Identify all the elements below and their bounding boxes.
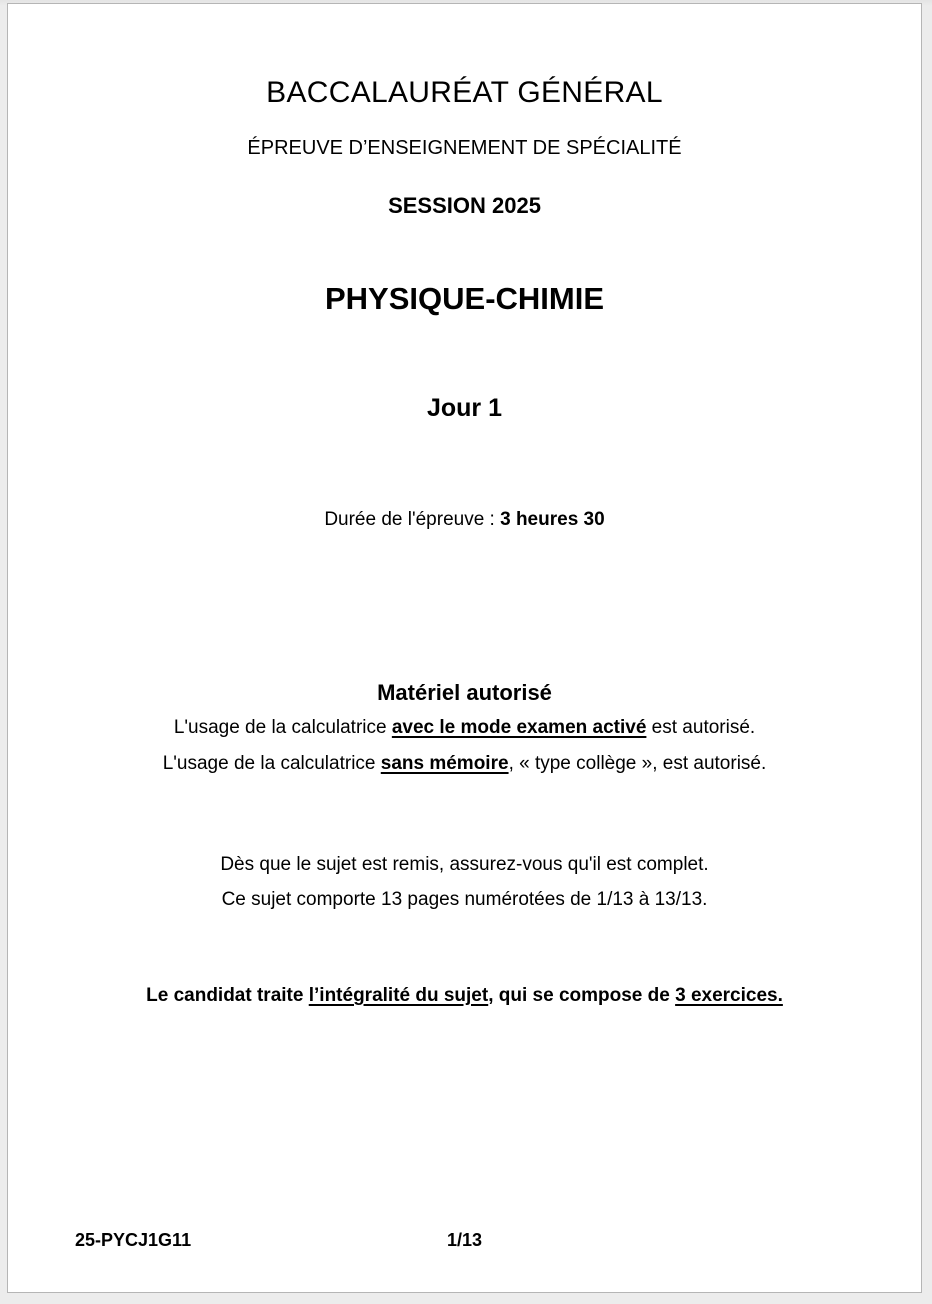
- exam-type-subtitle: ÉPREUVE D’ENSEIGNEMENT DE SPÉCIALITÉ: [247, 137, 682, 159]
- subject-reference-code: 25-PYCJ1G11: [75, 1230, 192, 1250]
- materials-heading: Matériel autorisé: [377, 680, 552, 705]
- session-label: SESSION 2025: [388, 193, 541, 218]
- exam-cover-page: [7, 3, 922, 1293]
- duration-label: Durée de l'épreuve :: [324, 509, 501, 530]
- rule2-suffix: , « type collège », est autorisé.: [508, 753, 767, 774]
- instruction-part1: Le candidat traite: [146, 985, 309, 1006]
- instruction-underline1: l’intégralité du sujet: [308, 985, 489, 1006]
- rule2-prefix: L'usage de la calculatrice: [162, 753, 381, 774]
- completeness-notice: Dès que le sujet est remis, assurez-vous qu'il est complet.: [220, 854, 709, 875]
- document-title: BACCALAURÉAT GÉNÉRAL: [266, 76, 663, 109]
- page-number: 1/13: [446, 1230, 483, 1250]
- page-count-notice: Ce sujet comporte 13 pages numérotées de 1/13 à 13/13.: [221, 889, 708, 910]
- subject-title: PHYSIQUE-CHIMIE: [324, 281, 605, 316]
- page-footer: [8, 1230, 921, 1254]
- rule2-emphasis: sans mémoire: [380, 753, 509, 774]
- instruction-part2: , qui se compose de: [488, 985, 676, 1006]
- instruction-underline2: 3 exercices.: [675, 985, 783, 1006]
- duration-line: [8, 509, 921, 531]
- candidate-instruction: [8, 985, 921, 1007]
- calculator-rule-exam-mode: [8, 717, 921, 739]
- rule1-suffix: est autorisé.: [646, 717, 756, 738]
- duration-value: 3 heures 30: [500, 509, 605, 530]
- day-label: Jour 1: [426, 394, 503, 422]
- rule1-emphasis: avec le mode examen activé: [391, 717, 647, 738]
- calculator-rule-no-memory: [8, 753, 921, 775]
- rule1-prefix: L'usage de la calculatrice: [173, 717, 392, 738]
